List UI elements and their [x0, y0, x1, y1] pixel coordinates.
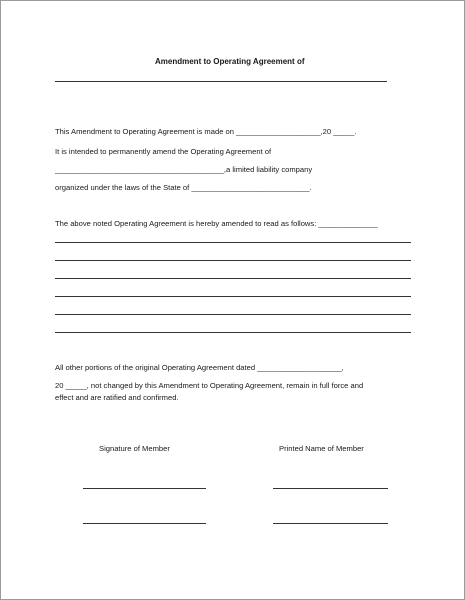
- title-blank-line: [55, 81, 387, 82]
- intro-line-2: It is intended to permanently amend the Operating Agreement of: [55, 147, 272, 156]
- intro-line-3: ________________________________________,a limited liability company: [55, 165, 313, 174]
- document-title: Amendment to Operating Agreement of: [155, 57, 305, 66]
- amendment-line: [55, 278, 411, 279]
- amendment-intro-line: The above noted Operating Agreement is hereby amended to read as follows: ______________: [55, 219, 378, 228]
- amendment-line: [55, 260, 411, 261]
- intro-line-1: This Amendment to Operating Agreement is made on ____________________,20 _____.: [55, 127, 357, 136]
- amendment-line: [55, 332, 411, 333]
- signature-line: [83, 523, 206, 524]
- closing-line-2: 20 _____, not changed by this Amendment to Operating Agreement, remain in full force and: [55, 381, 364, 390]
- printed-name-label: Printed Name of Member: [279, 444, 364, 453]
- printed-name-line: [273, 488, 388, 489]
- closing-line-1: All other portions of the original Operating Agreement dated ____________________,: [55, 363, 344, 372]
- amendment-line: [55, 242, 411, 243]
- amendment-line: [55, 314, 411, 315]
- signature-line: [83, 488, 206, 489]
- intro-line-4: organized under the laws of the State of ____________________________.: [55, 183, 312, 192]
- amendment-line: [55, 296, 411, 297]
- signature-label: Signature of Member: [99, 444, 170, 453]
- closing-line-3: effect and are ratified and confirmed.: [55, 393, 179, 402]
- printed-name-line: [273, 523, 388, 524]
